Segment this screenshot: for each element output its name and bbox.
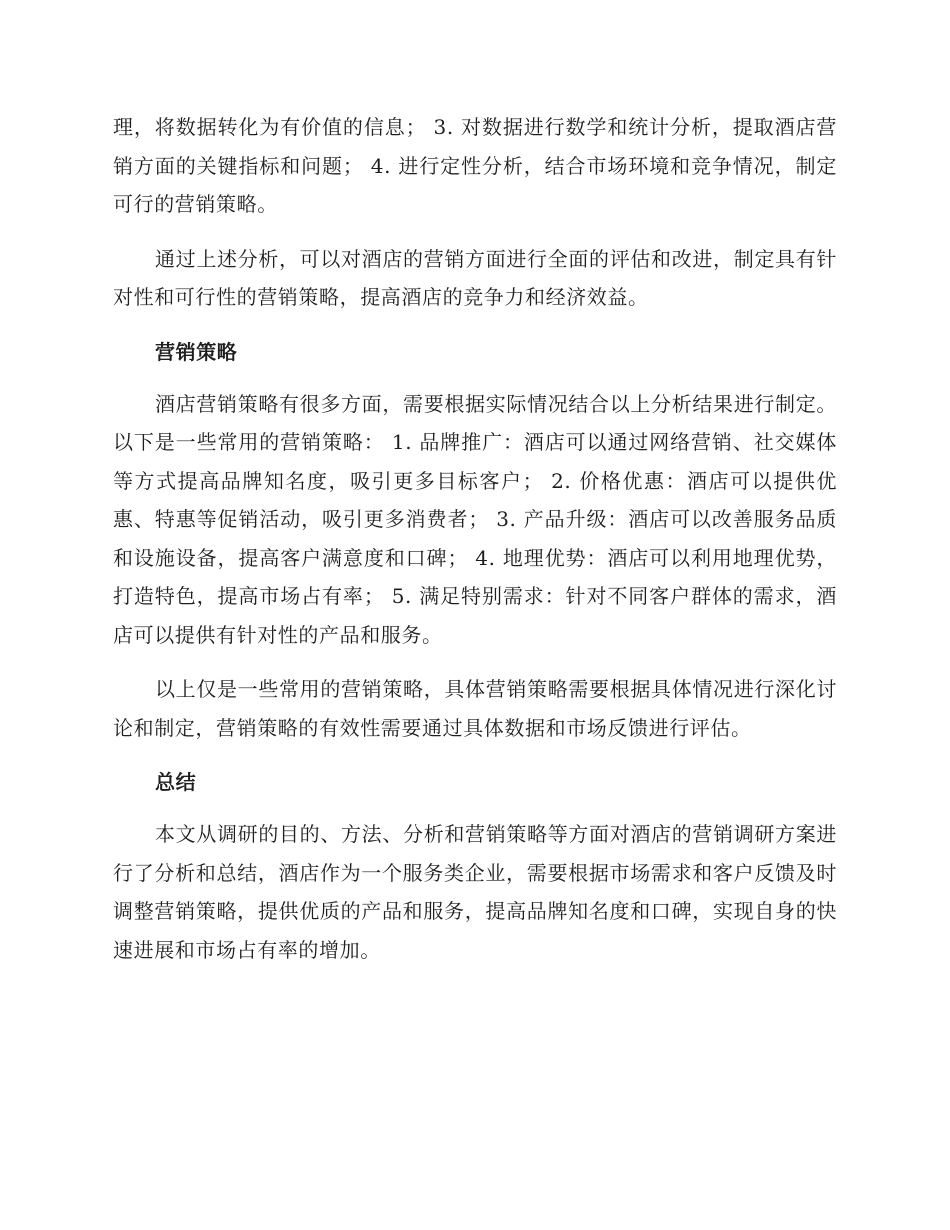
summary-heading: 总结: [155, 770, 197, 794]
analysis-steps-paragraph: 理，将数据转化为有价值的信息； 3. 对数据进行数学和统计分析，提取酒店营销方面的关键指标和问题； 4. 进行定性分析，结合市场环境和竞争情况，制定可行的营销策略。: [113, 115, 837, 216]
marketing-strategy-paragraph: 酒店营销策略有很多方面，需要根据实际情况结合以上分析结果进行制定。以下是一些常用的营销策略： 1. 品牌推广：酒店可以通过网络营销、社交媒体等方式提高品牌知名度，吸引更多目标客户； 2. 价格优惠：酒店可以提供优惠、特惠等促销活动，吸引更多消费者； 3. 产品升级：酒店可以改善服务品质和设施设备，提高客户满意度和口碑； 4. 地理优势：酒店可以利用地理优势，打造特色，提高市场占有率； 5. 满足特别需求：针对不同客户群体的需求，酒店可以提供有针对性的产品和服务。: [113, 391, 837, 647]
strategy-note-paragraph: 以上仅是一些常用的营销策略，具体营销策略需要根据具体情况进行深化讨论和制定，营销策略的有效性需要通过具体数据和市场反馈进行评估。: [113, 677, 837, 740]
analysis-conclusion-paragraph: 通过上述分析，可以对酒店的营销方面进行全面的评估和改进，制定具有针对性和可行性的营销策略，提高酒店的竞争力和经济效益。: [113, 246, 837, 309]
marketing-strategy-heading: 营销策略: [155, 339, 238, 364]
document-page: [113, 108, 837, 985]
summary-paragraph: 本文从调研的目的、方法、分析和营销策略等方面对酒店的营销调研方案进行了分析和总结，酒店作为一个服务类企业，需要根据市场需求和客户反馈及时调整营销策略，提供优质的产品和服务，提高品牌知名度和口碑，实现自身的快速进展和市场占有率的增加。: [113, 822, 837, 962]
